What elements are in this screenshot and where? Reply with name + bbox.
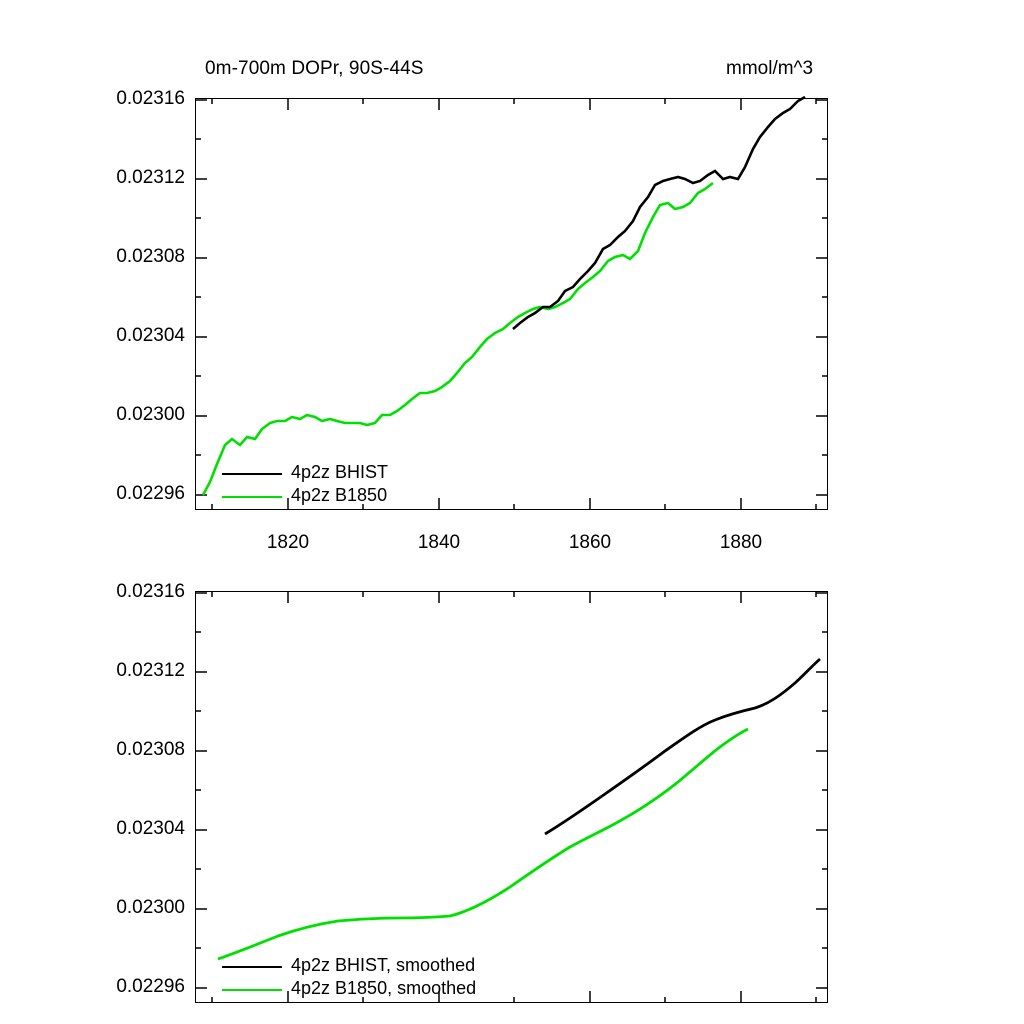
bottom-ytick-label: 0.02304 [116, 818, 185, 839]
bottom-ytick-label: 0.02296 [116, 976, 185, 997]
bottom-ytick-label: 0.02312 [116, 660, 185, 681]
bottom-legend-label-b1850: 4p2z B1850, smoothed [291, 978, 477, 998]
top-legend-label-bhist: 4p2z BHIST [291, 462, 389, 482]
top-series-b1850 [203, 183, 713, 495]
top-ytick-label: 0.02300 [116, 404, 185, 425]
top-legend-swatch-bhist [222, 473, 282, 475]
bottom-ytick-label: 0.02300 [116, 897, 185, 918]
top-legend-label-b1850: 4p2z B1850 [291, 485, 388, 505]
top-ytick-label: 0.02296 [116, 483, 185, 504]
bottom-panel [0, 560, 1024, 1024]
bottom-ytick-label: 0.02316 [116, 581, 185, 602]
top-panel-units: mmol/m^3 [726, 58, 814, 79]
bottom-series-bhist-smoothed [545, 659, 820, 834]
bottom-legend-label-bhist: 4p2z BHIST, smoothed [291, 955, 476, 975]
top-ytick-label: 0.02316 [116, 88, 185, 109]
top-series-bhist [513, 97, 805, 329]
bottom-plot-curves [0, 560, 1024, 1024]
bottom-ytick-label: 0.02308 [116, 739, 185, 760]
top-ytick-label: 0.02312 [116, 167, 185, 188]
top-xtick-label: 1820 [266, 532, 310, 553]
top-ytick-label: 0.02304 [116, 325, 185, 346]
top-xtick-label: 1840 [417, 532, 461, 553]
top-legend-swatch-b1850 [222, 496, 282, 498]
top-ytick-label: 0.02308 [116, 246, 185, 267]
bottom-series-b1850-smoothed [218, 729, 748, 959]
top-xtick-label: 1860 [568, 532, 612, 553]
top-xtick-label: 1880 [719, 532, 763, 553]
bottom-legend-swatch-bhist [222, 966, 282, 968]
bottom-legend-swatch-b1850 [222, 989, 282, 991]
top-panel-title: 0m-700m DOPr, 90S-44S [205, 58, 424, 79]
